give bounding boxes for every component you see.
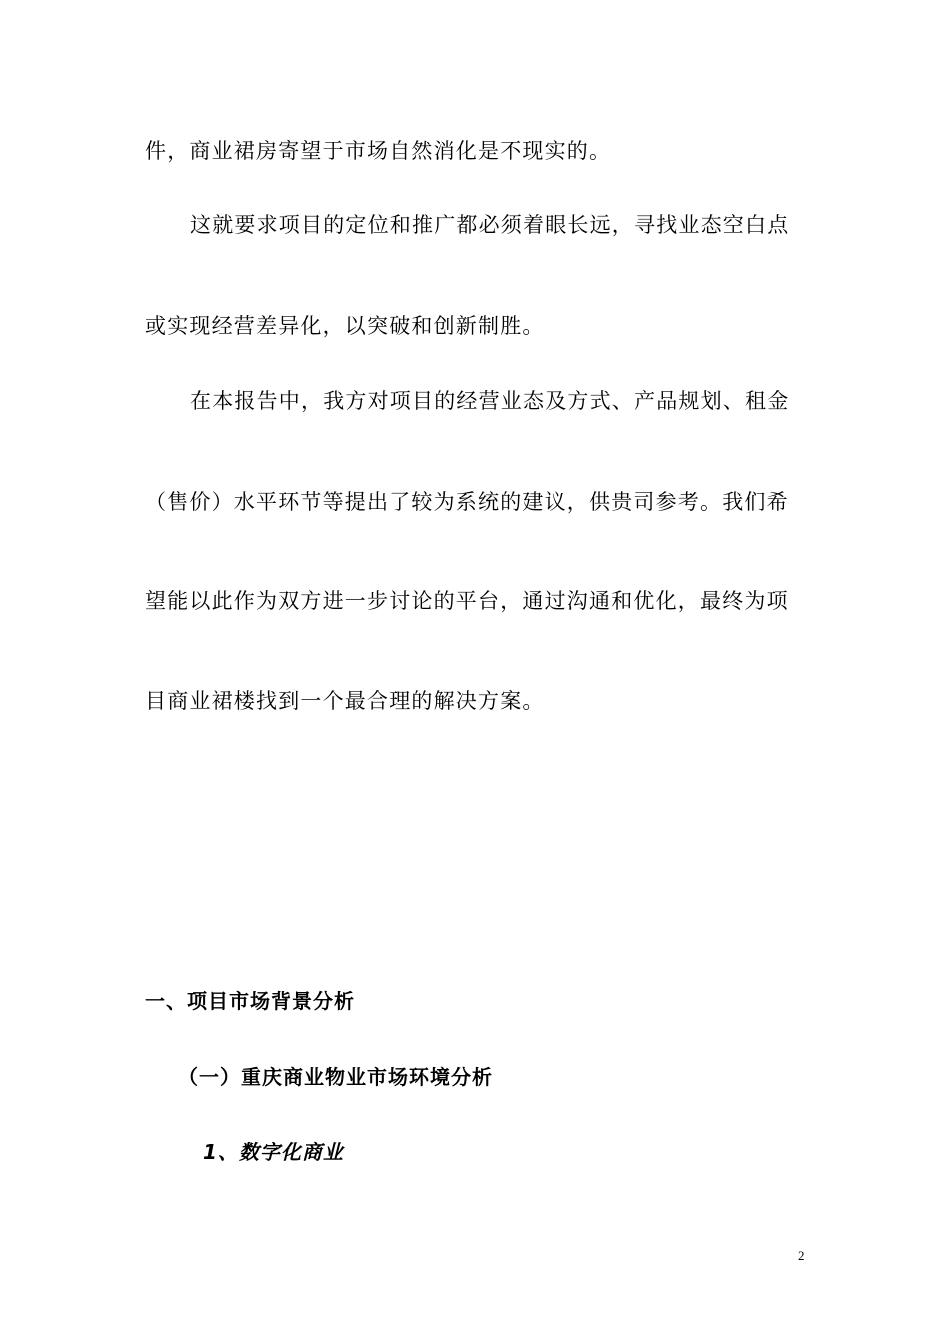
paragraph-line-3: 或实现经营差异化，以突破和创新制胜。: [145, 314, 545, 338]
section-heading: 一、项目市场背景分析: [145, 989, 355, 1013]
subsection-heading: （一）重庆商业物业市场环境分析: [178, 1065, 493, 1089]
paragraph-line-4: 在本报告中，我方对项目的经营业态及方式、产品规划、租金: [190, 389, 790, 413]
paragraph-line-7: 目商业裙楼找到一个最合理的解决方案。: [145, 689, 545, 713]
paragraph-line-1: 件，商业裙房寄望于市场自然消化是不现实的。: [145, 139, 612, 163]
paragraph-line-2: 这就要求项目的定位和推广都必须着眼长远，寻找业态空白点: [190, 213, 790, 237]
item-heading: 1、数字化商业: [203, 1140, 344, 1164]
paragraph-line-6: 望能以此作为双方进一步讨论的平台，通过沟通和优化，最终为项: [145, 589, 789, 613]
page-number: 2: [798, 1248, 805, 1263]
paragraph-line-5: （售价）水平环节等提出了较为系统的建议，供贵司参考。我们希: [145, 490, 789, 514]
